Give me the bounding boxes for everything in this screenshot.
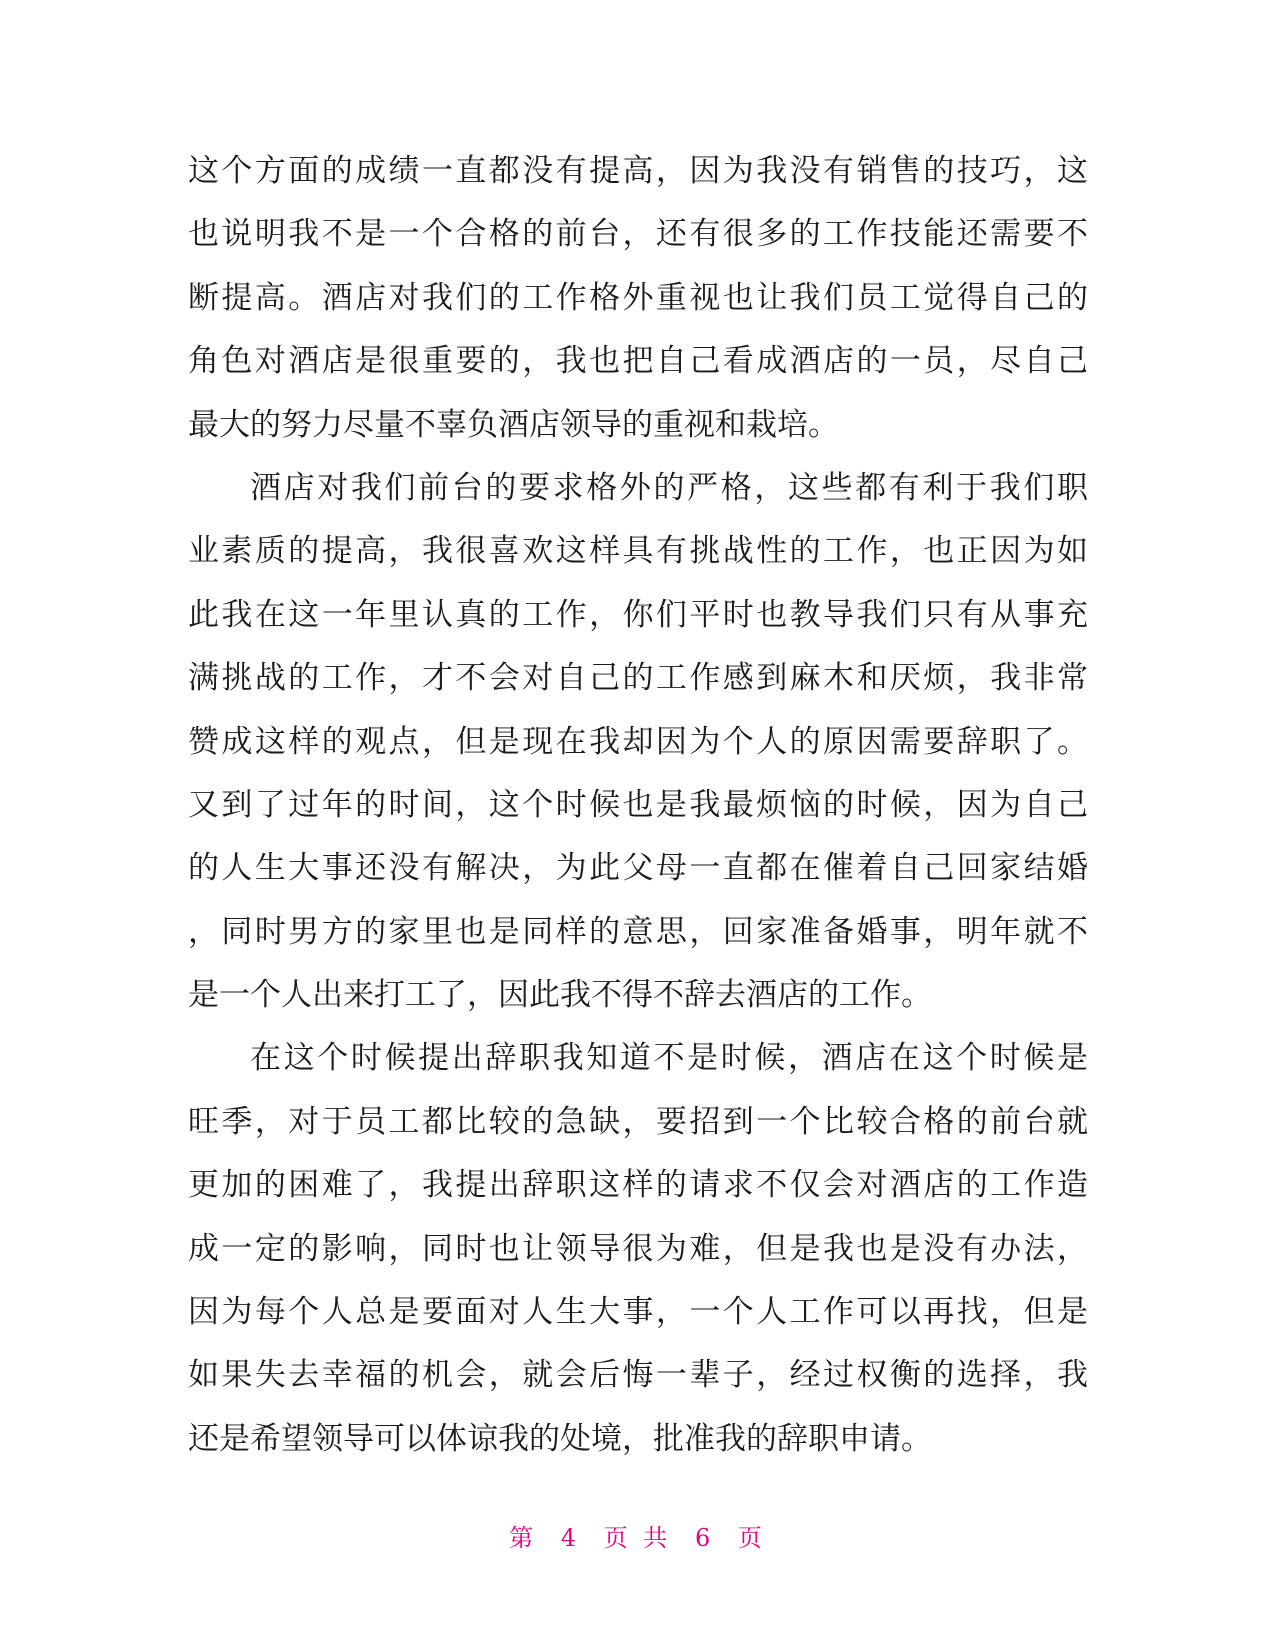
footer-middle: 页 共 — [603, 1524, 672, 1552]
text-line: 旺季，对于员工都比较的急缺，要招到一个比较合格的前台就 — [188, 1103, 1088, 1140]
text-line: 这个方面的成绩一直都没有提高，因为我没有销售的技巧，这 — [188, 153, 1088, 189]
footer-prefix: 第 — [509, 1524, 538, 1552]
text-line: 如果失去幸福的机会，就会后悔一辈子，经过权衡的选择，我 — [188, 1357, 1088, 1394]
page-footer — [0, 1523, 1275, 1553]
text-line: ，同时男方的家里也是同样的意思，回家准备婚事，明年就不 — [188, 913, 1088, 950]
text-line: 此我在这一年里认真的工作，你们平时也教导我们只有从事充 — [188, 596, 1088, 633]
text-line: 也说明我不是一个合格的前台，还有很多的工作技能还需要不 — [188, 216, 1088, 253]
text-line: 赞成这样的观点，但是现在我却因为个人的原因需要辞职了。 — [188, 723, 1088, 760]
footer-current-page: 4 — [560, 1524, 581, 1552]
document-body — [188, 140, 1088, 1471]
text-line: 成一定的影响，同时也让领导很为难，但是我也是没有办法， — [188, 1230, 1088, 1267]
text-line: 因为每个人总是要面对人生大事，一个人工作可以再找，但是 — [188, 1294, 1088, 1331]
text-line: 最大的努力尽量不辜负酒店领导的重视和栽培。 — [188, 406, 839, 443]
text-line: 业素质的提高，我很喜欢这样具有挑战性的工作，也正因为如 — [188, 533, 1088, 570]
text-line: 更加的困难了，我提出辞职这样的请求不仅会对酒店的工作造 — [188, 1167, 1088, 1204]
text-line: 断提高。酒店对我们的工作格外重视也让我们员工觉得自己的 — [188, 279, 1088, 316]
text-line: 的人生大事还没有解决，为此父母一直都在催着自己回家结婚 — [188, 850, 1088, 887]
text-line: 在这个时候提出辞职我知道不是时候，酒店在这个时候是 — [250, 1040, 1088, 1077]
text-line: 是一个人出来打工了，因此我不得不辞去酒店的工作。 — [188, 977, 932, 1014]
footer-total-pages: 6 — [694, 1524, 715, 1552]
text-line: 酒店对我们前台的要求格外的严格，这些都有利于我们职 — [250, 469, 1088, 506]
text-line: 角色对酒店是很重要的，我也把自己看成酒店的一员，尽自己 — [188, 343, 1088, 380]
footer-suffix: 页 — [737, 1524, 766, 1552]
text-line: 还是希望领导可以体谅我的处境，批准我的辞职申请。 — [188, 1420, 932, 1457]
text-line: 满挑战的工作，才不会对自己的工作感到麻木和厌烦，我非常 — [188, 660, 1088, 697]
text-line: 又到了过年的时间，这个时候也是我最烦恼的时候，因为自己 — [188, 786, 1088, 823]
